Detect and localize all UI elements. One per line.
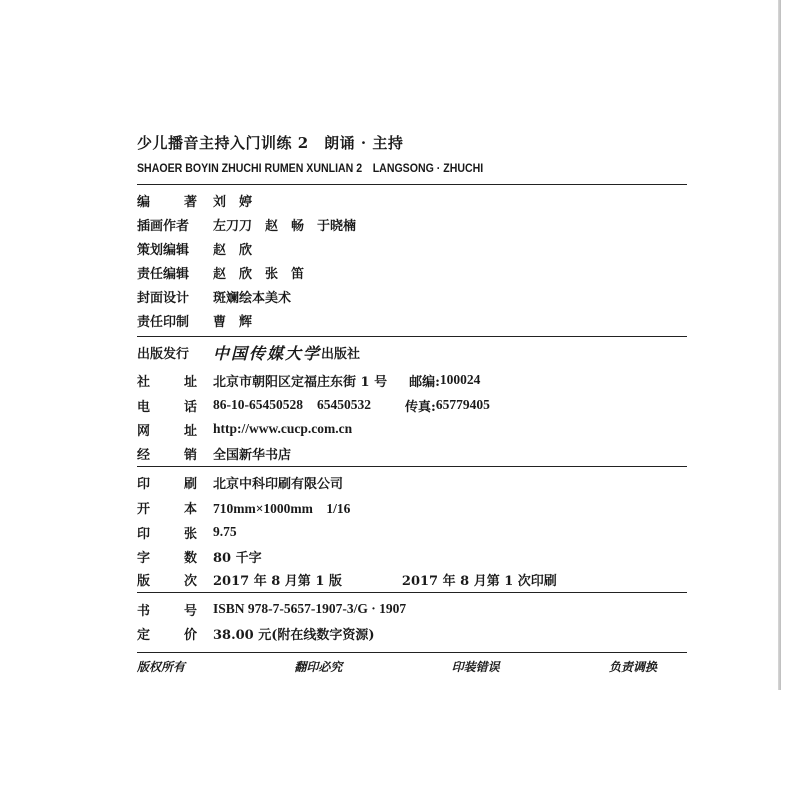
page-edge-shadow <box>778 0 781 690</box>
postcode-label: 邮编: <box>409 374 440 390</box>
credit-value: 左刀刀 赵 畅 于晓楠 <box>213 218 357 234</box>
publisher-row <box>137 341 360 363</box>
divider <box>137 184 687 185</box>
spec-label: 字 数 <box>137 550 197 566</box>
edition-value: 2017 年 8 月第 1 版 <box>213 573 342 589</box>
divider <box>137 336 687 337</box>
phone-value-1: 86-10-65450528 <box>213 397 303 412</box>
isbn-value: ISBN 978-7-5657-1907-3/G · 1907 <box>213 601 407 616</box>
printer-row <box>137 471 343 493</box>
divider <box>137 652 687 653</box>
wordcount-row <box>137 545 262 567</box>
isbn-label: 书 号 <box>137 603 197 619</box>
printing-value: 2017 年 8 月第 1 次印刷 <box>401 573 557 589</box>
credit-value: 刘 婷 <box>213 194 253 210</box>
credit-value: 曹 辉 <box>213 314 253 330</box>
copyright-footer <box>137 658 657 675</box>
address-value: 北京市朝阳区定福庄东街 1 号 <box>213 374 388 390</box>
footer-item: 负责调换 <box>608 660 657 674</box>
distributor-value: 全国新华书店 <box>213 447 292 463</box>
footer-item: 翻印必究 <box>294 660 343 674</box>
book-title: 少儿播音主持入门训练 2 朗诵 · 主持 <box>137 134 404 152</box>
postcode-value: 100024 <box>439 372 481 387</box>
website-row <box>137 418 352 440</box>
credit-value: 斑斓绘本美术 <box>213 290 292 306</box>
distributor-label: 经 销 <box>137 447 197 463</box>
credit-label: 插画作者 <box>137 218 190 234</box>
book-title-pinyin: SHAOER BOYIN ZHUCHI RUMEN XUNLIAN 2 LANGSONG · ZHUCHI <box>137 163 484 175</box>
format-row <box>137 496 350 518</box>
phone-row <box>137 394 490 416</box>
footer-item: 印装错误 <box>451 660 500 674</box>
credit-row-cover-design <box>137 285 291 307</box>
price-row <box>137 622 375 644</box>
phone-value-2: 65450532 <box>317 397 371 412</box>
credit-row-author <box>137 189 252 211</box>
spec-value: 710mm×1000mm 1/16 <box>213 501 351 516</box>
address-label: 社 址 <box>137 374 197 390</box>
publisher-label: 出版发行 <box>137 346 190 362</box>
credit-label: 编 著 <box>137 194 197 210</box>
credit-label: 封面设计 <box>137 290 190 306</box>
fax-label: 传真: <box>405 399 436 415</box>
website-label: 网 址 <box>137 423 197 439</box>
edition-row <box>137 568 557 590</box>
spec-value: 9.75 <box>213 524 237 539</box>
credit-row-responsible-editor <box>137 261 304 283</box>
credit-row-illustrator <box>137 213 356 235</box>
spec-label: 印 张 <box>137 526 197 542</box>
publisher-name-suffix: 出版社 <box>321 346 361 362</box>
price-value: 38.00 元(附在线数字资源) <box>213 627 375 643</box>
spec-label: 开 本 <box>137 501 197 517</box>
credit-label: 责任编辑 <box>137 266 190 282</box>
spec-value: 80 千字 <box>213 550 262 566</box>
footer-item: 版权所有 <box>137 660 186 674</box>
spec-value: 北京中科印刷有限公司 <box>213 476 344 492</box>
credit-value: 赵 欣 <box>213 242 253 258</box>
sheets-row <box>137 521 237 543</box>
credit-label: 责任印制 <box>137 314 190 330</box>
distributor-row <box>137 442 291 464</box>
fax-value: 65779405 <box>435 397 490 412</box>
phone-label: 电 话 <box>137 399 197 415</box>
edition-label: 版 次 <box>137 573 197 589</box>
address-row <box>137 369 480 391</box>
credit-label: 策划编辑 <box>137 242 190 258</box>
divider <box>137 466 687 467</box>
credit-value: 赵 欣 张 笛 <box>213 266 305 282</box>
website-value: http://www.cucp.com.cn <box>213 421 353 436</box>
price-label: 定 价 <box>137 627 197 643</box>
spec-label: 印 刷 <box>137 476 197 492</box>
credit-row-print-supervisor <box>137 309 252 331</box>
divider <box>137 592 687 593</box>
isbn-row <box>137 598 406 620</box>
publisher-logo-calligraphy: 中国传媒大学 <box>213 343 322 363</box>
credit-row-planning-editor <box>137 237 252 259</box>
